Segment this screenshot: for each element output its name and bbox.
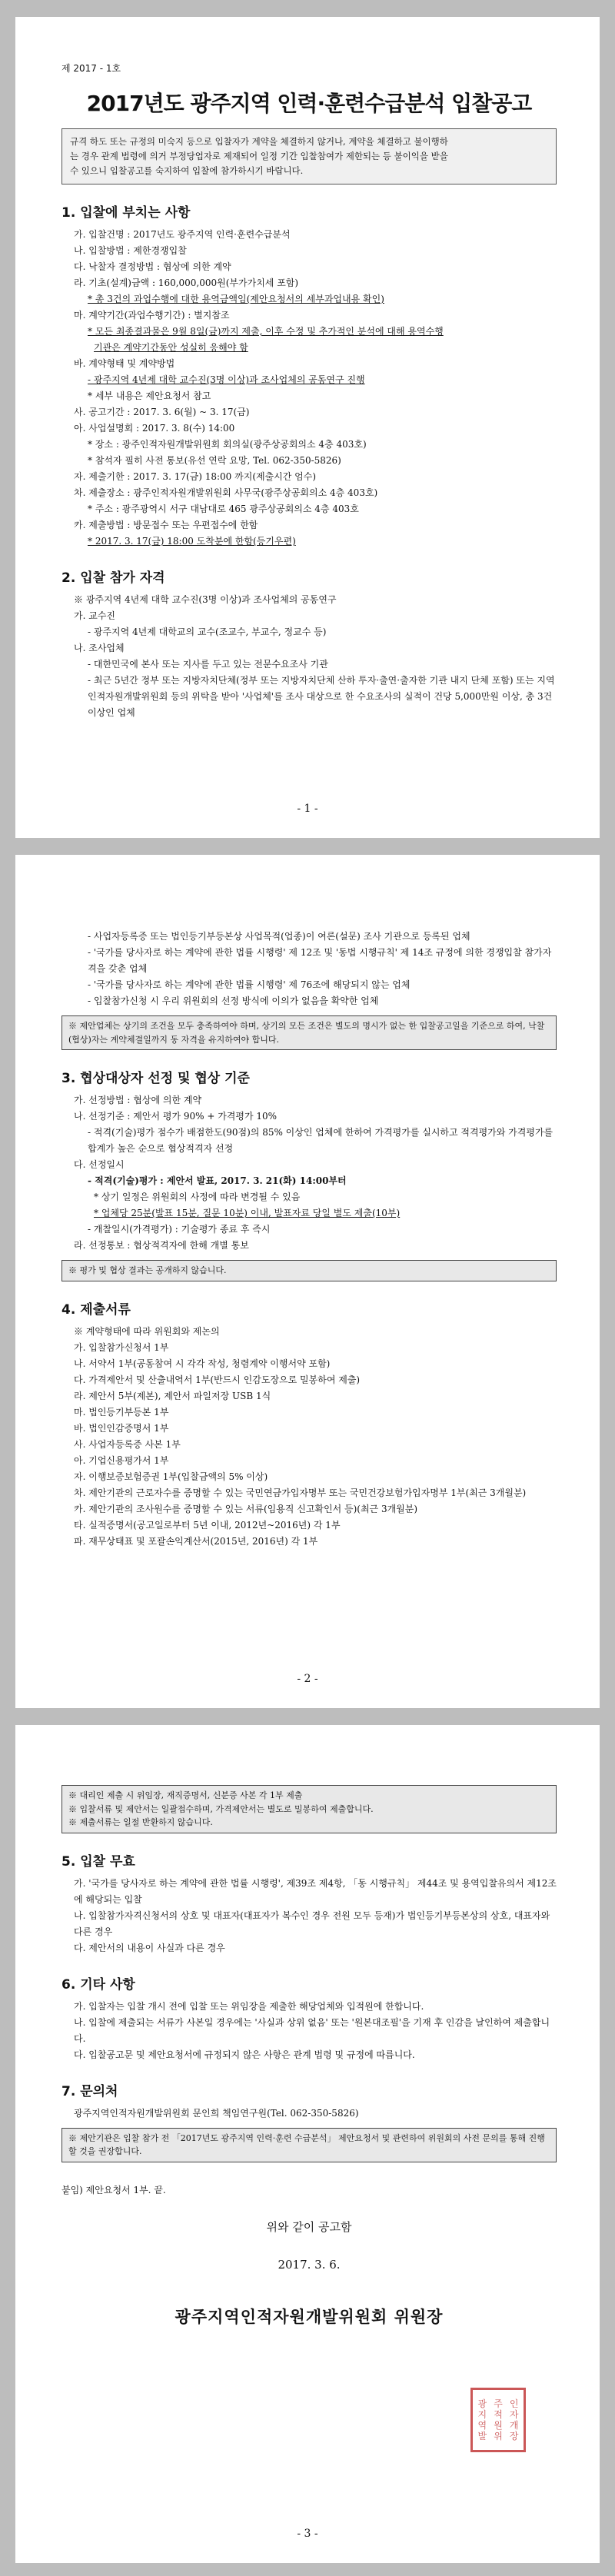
section-1-heading: 1. 입찰에 부치는 사항 (62, 204, 191, 221)
list-item: 타. 실적증명서(공고일로부터 5년 이내, 2012년~2016년) 각 1부 (74, 1519, 341, 1531)
list-item: * 상기 일정은 위원회의 사정에 따라 변경될 수 있음 (94, 1192, 301, 1203)
list-item: 나. 조사업체 (74, 642, 125, 653)
list-item: 바. 법인인감증명서 1부 (74, 1422, 169, 1434)
list-item: 라. 선정통보 : 협상적격자에 한해 개별 통보 (74, 1240, 249, 1251)
page-number: - 2 - (297, 1673, 318, 1685)
list-item: 나. 입찰에 제출되는 서류가 사본일 경우에는 '사실과 상위 없음' 또는 '원본대조필'을 기재 후 인감을 날인하여 제출합니다. (74, 2016, 550, 2044)
submission-note-box (62, 1785, 557, 1833)
section-4-heading: 4. 제출서류 (62, 1301, 131, 1318)
list-item: - 최근 5년간 정부 또는 지방자치단체(정부 또는 지방자치단체 산하 투자·출연·출자한 기관 내지 단체 포함) 또는 지역인적자원개발위원회 등의 위탁을 받아 '사업체'를 조사 대상으로 한 수요조사의 실적이 건당 5,000만원 이상, 총 3건 이상인 업체 (88, 674, 555, 718)
note-line: ※ 제출서류는 일절 반환하지 않습니다. (68, 1817, 213, 1828)
list-item: 차. 제출장소 : 광주인적자원개발위원회 사무국(광주상공회의소 4층 403호) (74, 487, 378, 498)
section-1-list (62, 227, 557, 550)
list-item: - 입찰참가신청 시 우리 위원회의 선정 방식에 이의가 없음을 확약한 업체 (88, 995, 379, 1006)
list-item: 가. 교수진 (74, 610, 115, 621)
page-2 (15, 855, 600, 1708)
section-6-list (62, 1999, 557, 2063)
inquiry-note-box: ※ 제안기관은 입찰 참가 전 「2017년도 광주지역 인력·훈련 수급분석」 제안요청서 및 관련하여 위원회의 사전 문의를 통해 진행할 것을 권장합니다. (62, 2128, 557, 2162)
list-item: 사. 사업자등록증 사본 1부 (74, 1438, 181, 1450)
list-item: 파. 재무상태표 및 포괄손익계산서(2015년, 2016년) 각 1부 (74, 1535, 318, 1547)
list-item: 사. 공고기간 : 2017. 3. 6(월) ~ 3. 17(금) (74, 406, 250, 417)
page-number: - 3 - (297, 2528, 318, 2540)
section-2-list (62, 592, 557, 721)
list-item: 자. 이행보증보험증권 1부(입찰금액의 5% 이상) (74, 1471, 268, 1482)
list-item: 카. 제출방법 : 방문접수 또는 우편접수에 한함 (74, 519, 258, 530)
section-4-list (62, 1324, 557, 1550)
note-line: ※ 대리인 제출 시 위임장, 재직증명서, 신분증 사본 각 1부 제출 (68, 1790, 303, 1800)
section-5-list (62, 1876, 557, 1956)
page-1 (15, 17, 600, 838)
list-item: * 업체당 25분(발표 15분, 질문 10분) 이내, 발표자료 당일 별도 제출(10부) (94, 1208, 401, 1219)
list-item: 가. 입찰자는 입찰 개시 전에 입찰 또는 위임장을 제출한 해당업체와 입적원에 한합니다. (74, 2000, 424, 2012)
list-item: 자. 제출기한 : 2017. 3. 17(금) 18:00 까지(제출시간 엄수) (74, 470, 317, 482)
page-3 (15, 1725, 600, 2563)
document-number: 제 2017 - 1호 (62, 63, 121, 74)
section-3-heading: 3. 협상대상자 선정 및 협상 기준 (62, 1071, 250, 1087)
section-3-list (62, 1092, 557, 1254)
list-item: * 총 3건의 과업수행에 대한 용역금액임(제안요청서의 세부과업내용 확인) (88, 293, 384, 304)
list-item: 마. 계약기간(과업수행기간) : 별지참조 (74, 309, 230, 321)
list-item: - 대한민국에 본사 또는 지사를 두고 있는 전문수요조사 기관 (88, 658, 328, 670)
list-item: 아. 사업설명회 : 2017. 3. 8(수) 14:00 (74, 422, 235, 434)
notice-line: 는 경우 관계 법령에 의거 부정당업자로 제재되어 일정 기간 입찰참여가 제한되는 등 불이익을 받을 (70, 150, 448, 161)
notice-box (62, 128, 557, 184)
official-seal-stamp: 광 주 인 지 적 자 역 원 개 발 위 장 (470, 2388, 526, 2452)
list-item: 라. 기초(설계)금액 : 160,000,000원(부가가치세 포함) (74, 277, 299, 288)
list-item: - 개찰일시(가격평가) : 기술평가 종료 후 즉시 (88, 1224, 271, 1235)
list-item: - 적격(기술)평가 점수가 배점한도(90점)의 85% 이상인 업체에 한하여 가격평가를 실시하고 적격평가와 가격평가를 합계가 높은 순으로 협상적격자 선정 (88, 1127, 554, 1155)
eligibility-continued-list (62, 929, 557, 1009)
list-item: 다. 가격제안서 및 산출내역서 1부(반드시 인감도장으로 밀봉하여 제출) (74, 1374, 361, 1385)
list-item: 바. 계약형태 및 계약방법 (74, 357, 175, 369)
list-item: ※ 계약형태에 따라 위원회와 제논의 (74, 1325, 220, 1337)
list-item: 가. 입찰건명 : 2017년도 광주지역 인력·훈련수급분석 (74, 228, 291, 240)
section-5-heading: 5. 입찰 무효 (62, 1853, 135, 1870)
list-item: - 사업자등록증 또는 법인등기부등본상 사업목적(업종)이 여론(설문) 조사 기관으로 등록된 업체 (88, 931, 470, 942)
list-item: 기관은 계약기간동안 성실히 응해야 함 (94, 341, 248, 353)
list-item: * 모든 최종결과물은 9월 8일(금)까지 제출, 이후 수정 및 추가적인 분석에 대해 용역수행 (88, 325, 444, 337)
section-2-heading: 2. 입찰 참가 자격 (62, 570, 165, 586)
list-item: - 광주지역 4년제 대학 교수진(3명 이상)과 조사업체의 공동연구 진행 (88, 374, 365, 385)
list-item: 나. 입찰참가자격신청서의 상호 및 대표자(대표자가 복수인 경우 전원 모두 등재)가 법인등기부등본상의 상호, 대표자와 다른 경우 (74, 1910, 550, 1937)
list-item: ※ 광주지역 4년제 대학 교수진(3명 이상)과 조사업체의 공동연구 (74, 593, 337, 605)
list-item: 가. '국가를 당사자로 하는 계약에 관한 법률 시행령', 제39조 제4항, 「동 시행규칙」 제44조 및 용역입찰유의서 제12조에 해당되는 입찰 (74, 1877, 557, 1905)
list-item: 카. 제안기관의 조사원수를 증명할 수 있는 서류(임용직 신고확인서 등)(최근 3개월분) (74, 1503, 418, 1514)
page-title: 2017년도 광주지역 인력·훈련수급분석 입찰공고 (86, 91, 532, 116)
list-item: 차. 제안기관의 근로자수를 증명할 수 있는 국민연금가입자명부 또는 국민건강보험가입자명부 1부(최근 3개월분) (74, 1487, 527, 1498)
list-item: - '국가를 당사자로 하는 계약에 관한 법률 시행령' 제 12조 및 '동법 시행규칙' 제 14조 규정에 의한 경쟁입찰 참가자격을 갖춘 업체 (88, 947, 552, 974)
list-item: * 2017. 3. 17(금) 18:00 도착분에 한함(등기우편) (88, 535, 296, 547)
list-item: * 세부 내용은 제안요청서 참고 (88, 390, 211, 401)
list-item: 다. 낙찰자 결정방법 : 협상에 의한 계약 (74, 261, 231, 272)
list-item: 다. 입찰공고문 및 제안요청서에 규정되지 않은 사항은 관계 법령 및 규정에 따릅니다. (74, 2049, 415, 2060)
eligibility-note-box: ※ 제안업체는 상기의 조건을 모두 충족하여야 하며, 상기의 모든 조건은 별도의 명시가 없는 한 입찰공고일을 기준으로 하여, 낙찰(협상)자는 계약체결일까지 동 자격을 유지하여야 합니다. (62, 1015, 557, 1050)
notice-line: 수 있으니 입찰공고를 숙지하여 입찰에 참가하시기 바랍니다. (70, 165, 304, 176)
list-item: - '국가를 당사자로 하는 계약에 관한 법률 시행령' 제 76조에 해당되지 않는 업체 (88, 979, 411, 990)
list-item: * 장소 : 광주인적자원개발위원회 회의실(광주상공회의소 4층 403호) (88, 438, 367, 450)
contact-line: 광주지역인적자원개발위원회 문인희 책임연구원(Tel. 062-350-5826) (74, 2107, 359, 2119)
evaluation-note-box: ※ 평가 및 협상 결과는 공개하지 않습니다. (62, 1260, 557, 1281)
notice-date: 2017. 3. 6. (278, 2257, 341, 2272)
list-item: 나. 서약서 1부(공동참여 시 각각 작성, 청렴계약 이행서약 포함) (74, 1358, 331, 1369)
attachment-line: 붙임) 제안요청서 1부. 끝. (62, 2184, 166, 2195)
section-7-list (62, 2106, 557, 2122)
page-number: - 1 - (297, 803, 318, 815)
notice-line: 규격 하도 또는 규정의 미숙지 등으로 입찰자가 계약을 체결하지 않거나, 계약을 체결하고 불이행하 (70, 136, 448, 147)
list-item: 라. 제안서 5부(제본), 제안서 파일저장 USB 1식 (74, 1390, 271, 1401)
list-item: 가. 입찰참가신청서 1부 (74, 1341, 169, 1353)
list-item: * 참석자 필히 사전 통보(유선 연락 요망, Tel. 062-350-5826) (88, 454, 341, 466)
list-item: 나. 선정기준 : 제안서 평가 90% + 가격평가 10% (74, 1111, 278, 1122)
list-item: - 광주지역 4년제 대학교의 교수(조교수, 부교수, 정교수 등) (88, 626, 327, 637)
list-item: * 주소 : 광주광역시 서구 대남대로 465 광주상공회의소 4층 403호 (88, 503, 359, 514)
closing-text: 위와 같이 공고함 (266, 2219, 352, 2234)
list-item: - 적격(기술)평가 : 제안서 발표, 2017. 3. 21(화) 14:00부터 (88, 1175, 347, 1187)
list-item: 나. 입찰방법 : 제한경쟁입찰 (74, 244, 187, 256)
list-item: 다. 제안서의 내용이 사실과 다른 경우 (74, 1942, 225, 1953)
list-item: 가. 선정방법 : 협상에 의한 계약 (74, 1095, 202, 1106)
list-item: 다. 선정일시 (74, 1159, 125, 1171)
section-6-heading: 6. 기타 사항 (62, 1976, 135, 1993)
signer-name: 광주지역인적자원개발위원회 위원장 (175, 2307, 444, 2326)
list-item: 아. 기업신용평가서 1부 (74, 1454, 169, 1466)
list-item: 마. 법인등기부등본 1부 (74, 1406, 169, 1418)
note-line: ※ 입찰서류 및 제안서는 일괄접수하며, 가격제안서는 별도로 밀봉하여 제출합니다. (68, 1803, 374, 1814)
section-7-heading: 7. 문의처 (62, 2083, 118, 2099)
